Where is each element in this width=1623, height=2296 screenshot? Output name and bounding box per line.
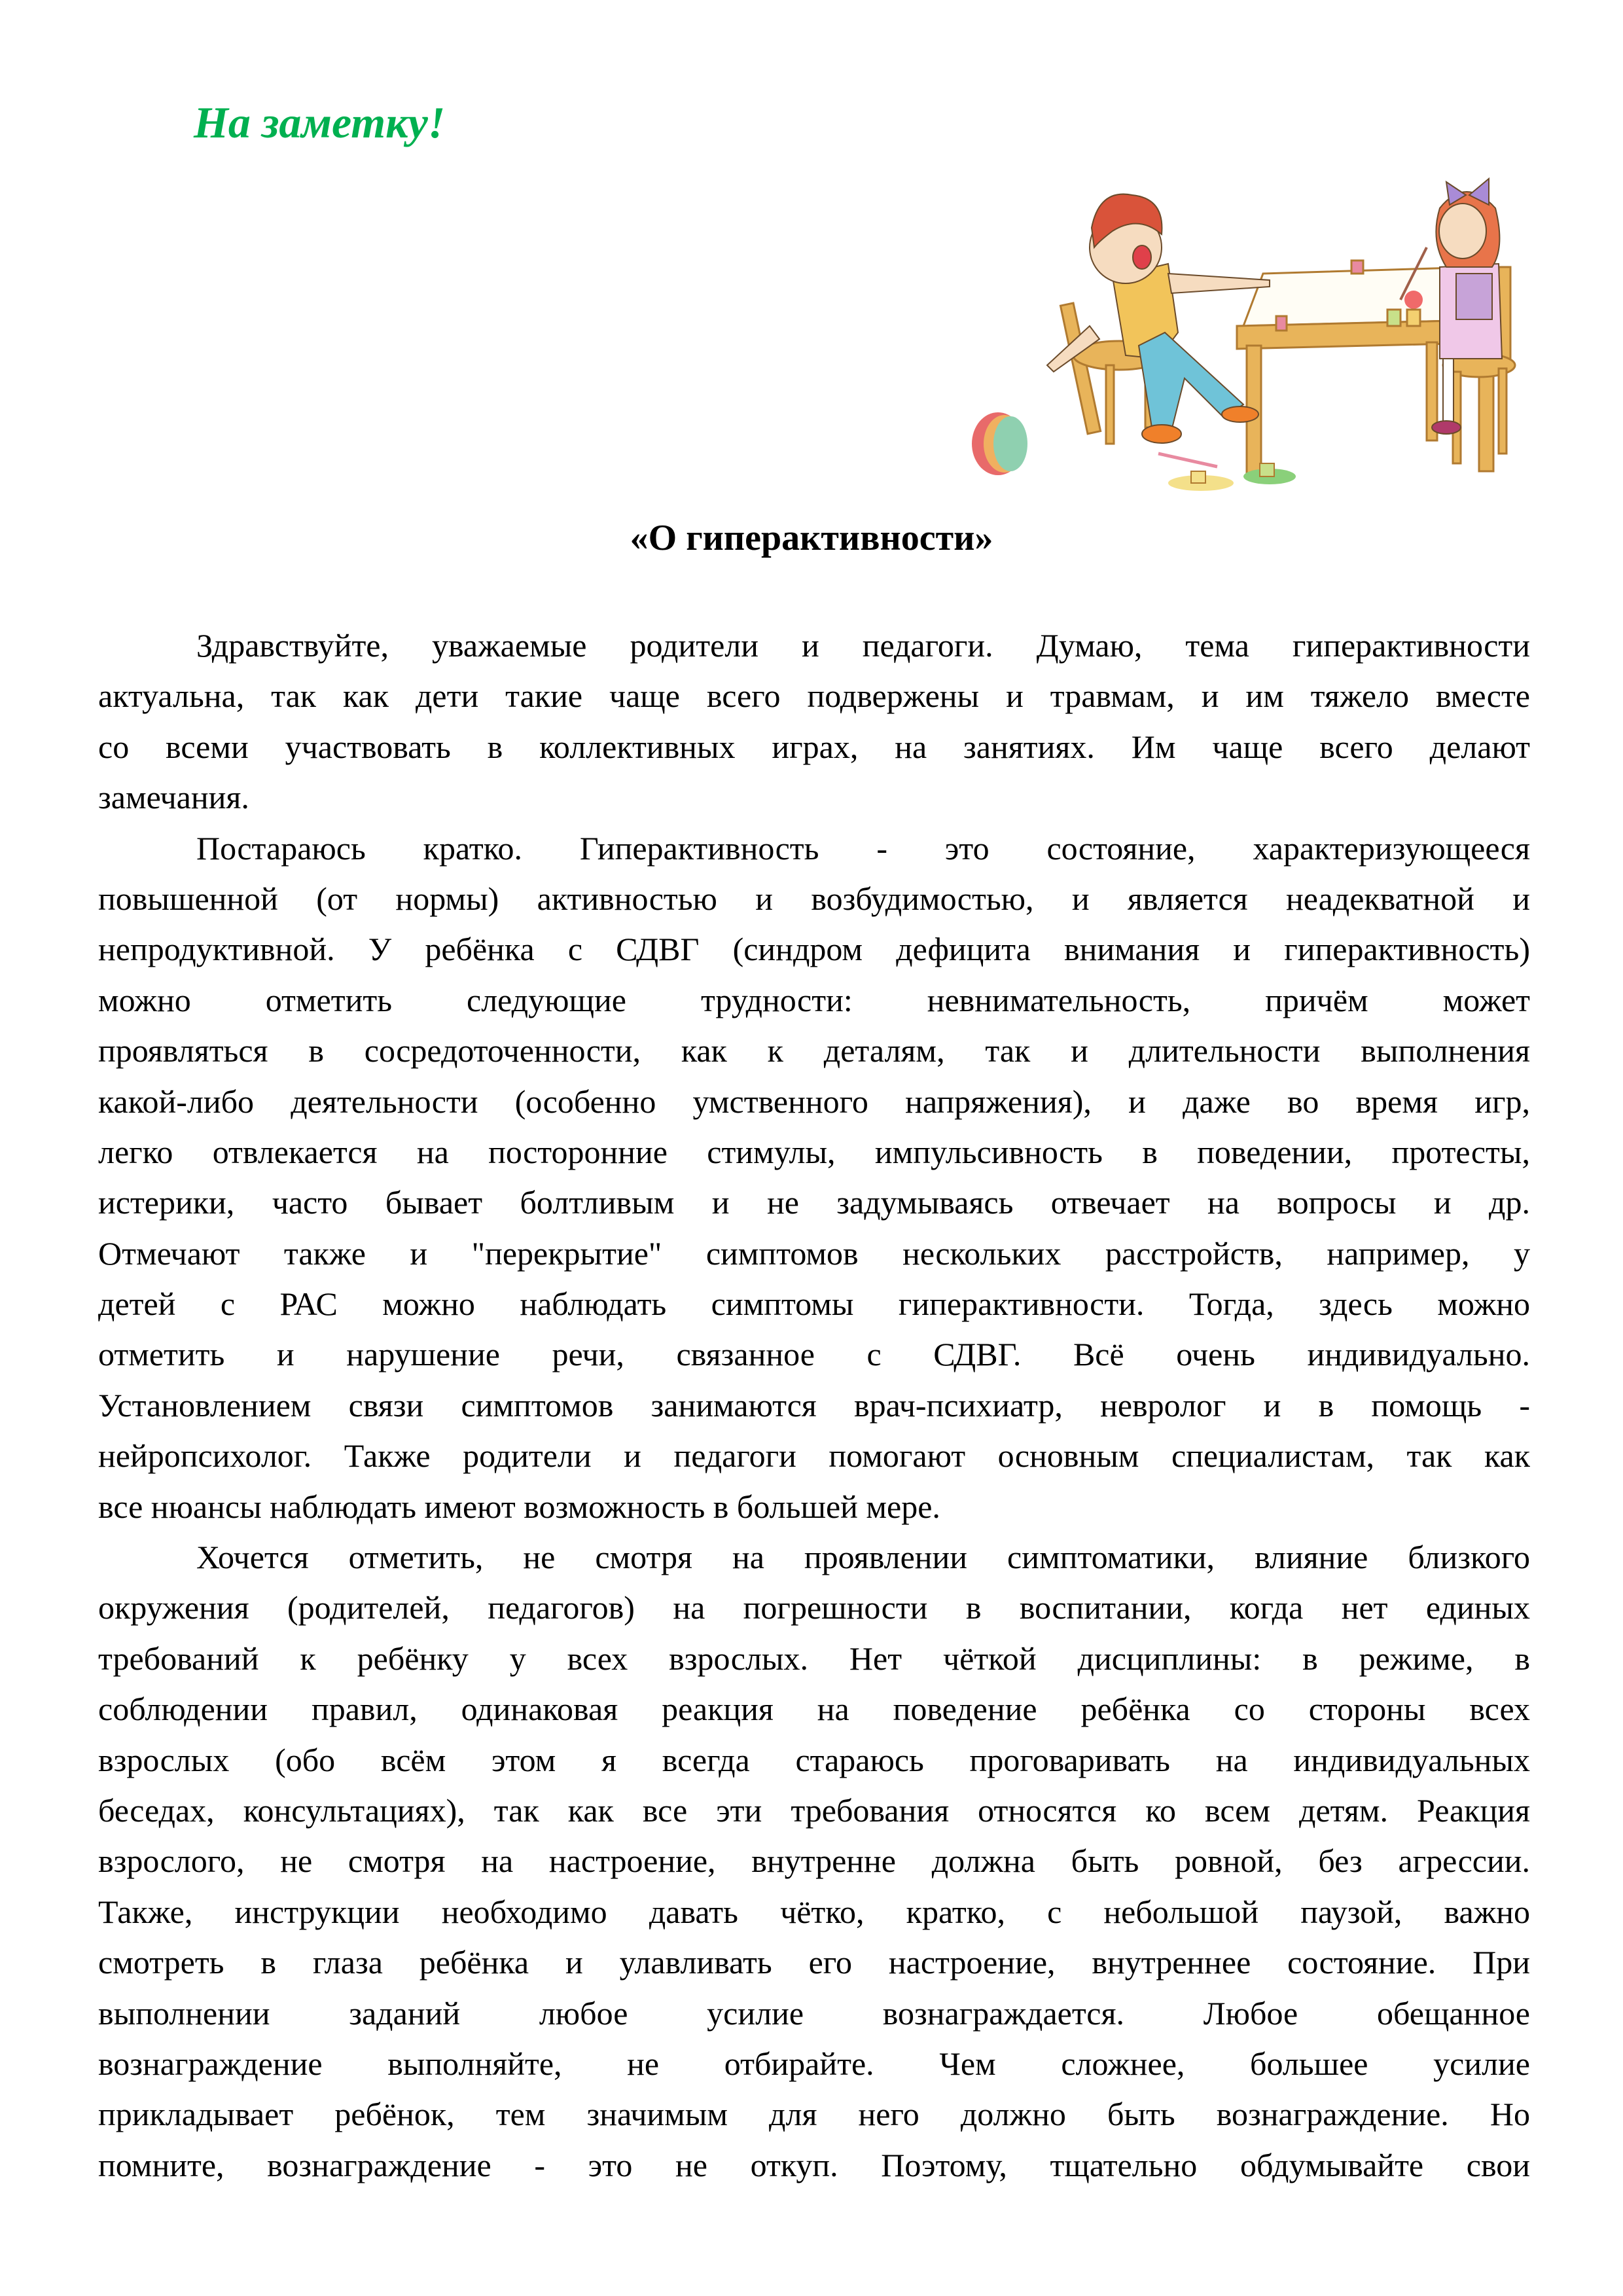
text-line: нейропсихолог. Также родители и педагоги помогают основным специалистам, так как [98, 1437, 1530, 1475]
text-line: отметить и нарушение речи, связанное с СДВГ. Всё очень индивидуально. [98, 1336, 1530, 1373]
text-line: легко отвлекается на посторонние стимулы, импульсивность в поведении, протесты, [98, 1133, 1530, 1170]
text-line: требований к ребёнку у всех взрослых. Нет чёткой дисциплины: в режиме, в [98, 1640, 1530, 1677]
text-line: Установлением связи симптомов занимаются врач-психиатр, невролог и в помощь - [98, 1386, 1530, 1424]
paragraph-2 [98, 823, 1530, 1532]
note-heading: На заметку! [194, 98, 446, 147]
paragraph-1 [98, 620, 1530, 823]
text-line: можно отметить следующие трудности: невнимательность, причём может [98, 981, 1530, 1018]
text-line: помните, вознаграждение - это не откуп. Поэтому, тщательно обдумывайте свои [98, 2146, 1530, 2183]
text-line: замечания. [98, 779, 249, 816]
text-line: прикладывает ребёнок, тем значимым для него должно быть вознаграждение. Но [98, 2096, 1530, 2133]
text-line: Отмечают также и "перекрытие" симптомов нескольких расстройств, например, у [98, 1234, 1530, 1272]
text-line: взрослых (обо всём этом я всегда стараюсь проговаривать на индивидуальных [98, 1741, 1530, 1778]
boy-figure [1047, 194, 1270, 443]
text-line: вознаграждение выполняйте, не отбирайте. Чем сложнее, большее усилие [98, 2045, 1530, 2082]
children-at-table-illustration [942, 169, 1531, 509]
text-line: повышенной (от нормы) активностью и возбудимостью, и является неадекватной и [98, 880, 1530, 917]
text-line: Также, инструкции необходимо давать чётко, кратко, с небольшой паузой, важно [98, 1893, 1530, 1930]
text-line: Здравствуйте, уважаемые родители и педагоги. Думаю, тема гиперактивности [196, 627, 1530, 664]
text-line: какой-либо деятельности (особенно умственного напряжения), и даже во время игр, [98, 1083, 1530, 1120]
text-line: Хочется отметить, не смотря на проявлении симптоматики, влияние близкого [196, 1539, 1530, 1576]
text-line: смотреть в глаза ребёнка и улавливать его настроение, внутреннее состояние. При [98, 1944, 1530, 1981]
text-line: актуальна, так как дети такие чаще всего подвержены и травмам, и им тяжело вместе [98, 677, 1530, 715]
text-line: непродуктивной. У ребёнка с СДВГ (синдром дефицита внимания и гиперактивность) [98, 931, 1530, 968]
paragraph-3 [98, 1532, 1530, 2191]
ball-icon [972, 412, 1027, 475]
body-text [98, 620, 1530, 2191]
text-line: проявляться в сосредоточенности, как к деталям, так и длительности выполнения [98, 1032, 1530, 1069]
text-line: все нюансы наблюдать имеют возможность в большей мере. [98, 1488, 940, 1525]
document-title: «О гиперактивности» [630, 518, 993, 558]
text-line: выполнении заданий любое усилие вознаграждается. Любое обещанное [98, 1994, 1530, 2032]
text-line: беседах, консультациях), так как все эти требования относятся ко всем детям. Реакция [98, 1791, 1530, 1829]
spilled-paint [1158, 454, 1296, 491]
text-line: взрослого, не смотря на настроение, внутренне должна быть ровной, без агрессии. [98, 1842, 1530, 1880]
text-line: истерики, часто бывает болтливым и не задумываясь отвечает на вопросы и др. [98, 1184, 1530, 1221]
text-line: Постараюсь кратко. Гиперактивность - это состояние, характеризующееся [196, 829, 1530, 867]
text-line: соблюдении правил, одинаковая реакция на поведение ребёнка со стороны всех [98, 1691, 1530, 1728]
text-line: детей с РАС можно наблюдать симптомы гиперактивности. Тогда, здесь можно [98, 1285, 1530, 1323]
text-line: со всеми участвовать в коллективных играх, на занятиях. Им чаще всего делают [98, 728, 1530, 765]
text-line: окружения (родителей, педагогов) на погрешности в воспитании, когда нет единых [98, 1589, 1530, 1626]
